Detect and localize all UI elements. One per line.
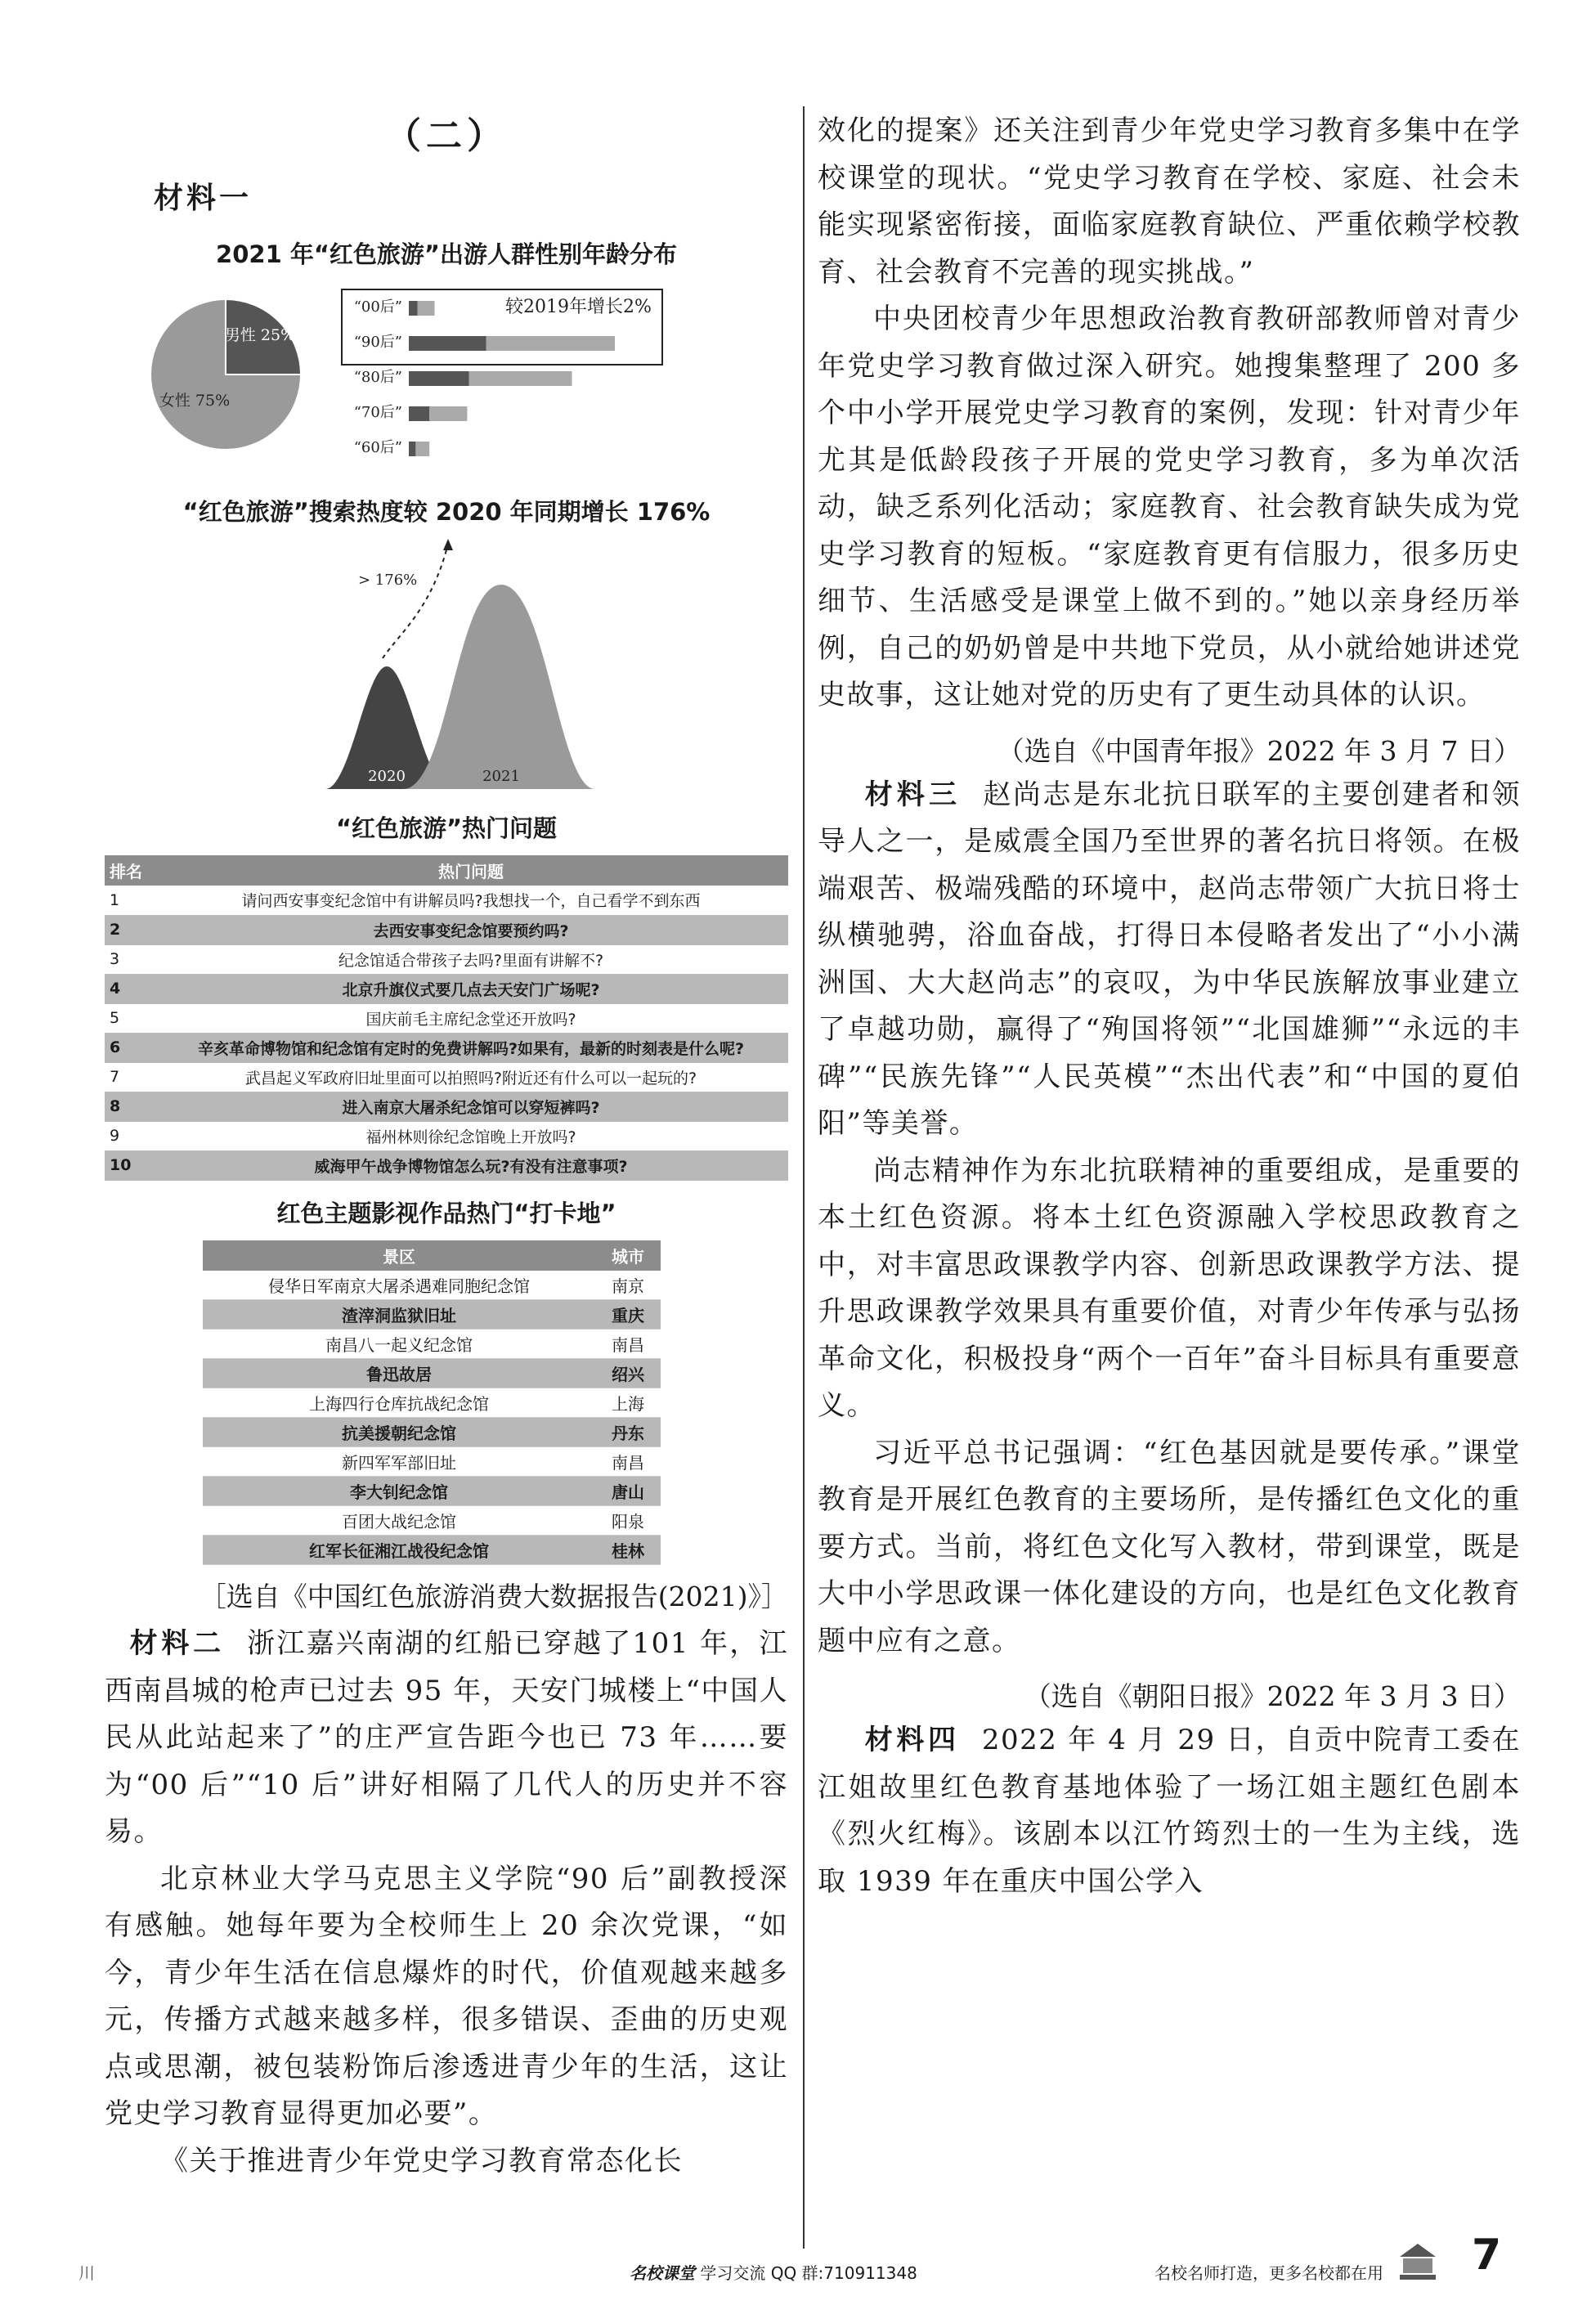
question-row bbox=[105, 886, 788, 915]
bar-male bbox=[409, 336, 486, 351]
age-label: “00后” bbox=[353, 298, 402, 316]
age-label: “90后” bbox=[353, 334, 402, 351]
question-rank: 4 bbox=[105, 974, 154, 1003]
places-title: 红色主题影视作品热门“打卡地” bbox=[276, 1199, 616, 1227]
material3-p1-text: 赵尚志是东北抗日联军的主要创建者和领导人之一，是威震全国乃至世界的著名抗日将领。在极端艰苦、极端残酷的环境中，赵尚志带领广大抗日将士纵横驰骋，浴血奋战，打得日本侵略者发出了“小小满洲国、大大赵尚志”的哀叹，为中华民族解放事业建立了卓越功勋，赢得了“殉国将领”“北国雄狮”“永远的丰碑”“民族先锋”“人民英模”“杰出代表”和“中国的夏伯阳”等美誉。 bbox=[818, 778, 1522, 1140]
place-city: 丹东 bbox=[595, 1418, 661, 1447]
city-header: 城市 bbox=[595, 1240, 661, 1271]
question-row bbox=[105, 1033, 788, 1062]
page-number: 7 bbox=[1472, 2231, 1502, 2280]
material2-p2: 北京林业大学马克思主义学院“90 后”副教授深有感触。她每年要为全校师生上 20 余次党课，“如今，青少年生活在信息爆炸的时代，价值观越来越多元，传播方式越来越多样，很多错误、歪曲的历史观点或思潮，被包装粉饰后渗透进青少年的生活，这让党史学习教育显得更加必要”。 bbox=[105, 1862, 788, 2130]
footer-slogan: 名校名师打造，更多名校都在用 bbox=[1154, 2263, 1383, 2283]
page-footer bbox=[0, 2224, 1596, 2306]
place-name: 抗美援朝纪念馆 bbox=[203, 1418, 595, 1447]
question-text: 纪念馆适合带孩子去吗?里面有讲解不? bbox=[154, 944, 788, 974]
place-name: 新四军军部旧址 bbox=[203, 1447, 595, 1477]
question-rank: 5 bbox=[105, 1003, 154, 1033]
question-text: 去西安事变纪念馆要预约吗? bbox=[154, 915, 788, 944]
question-row bbox=[105, 1062, 788, 1092]
questions-table bbox=[105, 855, 788, 1181]
age-bar-group bbox=[354, 298, 615, 456]
place-row bbox=[203, 1300, 661, 1330]
material4-p1-text: 2022 年 4 月 29 日，自贡中院青工委在江姐故里红色教育基地体验了一场江姐主题红色剧本《烈火红梅》。该剧本以江竹筠烈士的一生为主线，选取 1939 年在重庆中国公学入 bbox=[818, 1724, 1521, 1898]
question-row bbox=[105, 915, 788, 944]
question-row bbox=[105, 974, 788, 1003]
place-city: 唐山 bbox=[595, 1477, 661, 1506]
question-rank: 2 bbox=[105, 915, 154, 944]
bar-female bbox=[418, 301, 435, 316]
places-table bbox=[203, 1240, 661, 1566]
bar-female bbox=[415, 442, 429, 456]
search-heat-chart bbox=[105, 536, 788, 797]
place-name: 鲁迅故居 bbox=[203, 1359, 595, 1388]
search-heat-figure bbox=[105, 536, 788, 797]
question-rank: 3 bbox=[105, 944, 154, 974]
footer-brand: 名校课堂 bbox=[630, 2263, 695, 2283]
question-text: 请问西安事变纪念馆中有讲解员吗?我想找一个，自己看学不到东西 bbox=[154, 886, 788, 915]
material1-source: ［选自《中国红色旅游消费大数据报告(2021)》］ bbox=[199, 1581, 788, 1612]
school-logo-icon bbox=[1396, 2242, 1439, 2283]
place-name: 上海四行仓库抗战纪念馆 bbox=[203, 1388, 595, 1418]
gender-age-figure bbox=[105, 283, 788, 487]
material2-p1-text: 浙江嘉兴南湖的红船已穿越了101 年，江西南昌城的枪声已过去 95 年，天安门城楼上“中国人民从此站起来了”的庄严宣告距今也已 73 年……要为“00 后”“10 后”讲好相隔了几代人的历史并不容易。 bbox=[105, 1627, 789, 1848]
question-text: 武昌起义军政府旧址里面可以拍照吗?附近还有什么可以一起玩的? bbox=[154, 1062, 788, 1092]
question-text: 北京升旗仪式要几点去天安门广场呢? bbox=[154, 974, 788, 1003]
material4-label: 材料四 bbox=[864, 1724, 960, 1756]
right-column bbox=[818, 108, 1521, 1905]
question-text: 威海甲午战争博物馆怎么玩?有没有注意事项? bbox=[154, 1150, 788, 1180]
question-rank: 6 bbox=[105, 1033, 154, 1062]
material2-p3-start: 《关于推进青少年党史学习教育常态化长 bbox=[160, 2144, 683, 2177]
place-city: 上海 bbox=[595, 1388, 661, 1418]
question-row bbox=[105, 1121, 788, 1150]
peak-2021 bbox=[403, 585, 595, 789]
question-row bbox=[105, 1150, 788, 1180]
material2-p1 bbox=[105, 1621, 788, 1856]
growth-note: 较2019年增长2% bbox=[505, 297, 652, 317]
place-name: 南昌八一起义纪念馆 bbox=[203, 1330, 595, 1359]
question-rank: 9 bbox=[105, 1121, 154, 1150]
question-rank: 1 bbox=[105, 886, 154, 915]
year-2020-label: 2020 bbox=[368, 768, 406, 785]
question-text: 国庆前毛主席纪念堂还开放吗? bbox=[154, 1003, 788, 1033]
questions-title: “红色旅游”热门问题 bbox=[335, 814, 558, 842]
place-row bbox=[203, 1536, 661, 1565]
place-name: 百团大战纪念馆 bbox=[203, 1506, 595, 1536]
place-city: 桂林 bbox=[595, 1536, 661, 1565]
age-label: “70后” bbox=[353, 404, 402, 421]
material2-p4: 中央团校青少年思想政治教育教研部教师曾对青少年党史学习教育做过深入研究。她搜集整理了 200 多个中小学开展党史学习教育的案例，发现：针对青少年尤其是低龄段孩子开展的党史学习教育，多为单次活动，缺乏系列化活动；家庭教育、社会教育缺失成为党史学习教育的短板。“家庭教育更有信服力，很多历史细节、生活感受是课堂上做不到的。”她以亲身经历举例，自己的奶奶曾是中共地下党员，从小就给她讲述党史故事，这让她对党的历史有了更生动具体的认识。 bbox=[818, 303, 1521, 711]
material3-p3: 习近平总书记强调：“红色基因就是要传承。”课堂教育是开展红色教育的主要场所，是传播红色文化的重要方式。当前，将红色文化写入教材，带到课堂，既是大中小学思政课一体化建设的方向，也是红色文化教育题中应有之意。 bbox=[818, 1436, 1521, 1657]
material3-p2: 尚志精神作为东北抗联精神的重要组成，是重要的本土红色资源。将本土红色资源融入学校思政教育之中，对丰富思政课教学内容、创新思政课教学方法、提升思政课教学效果具有重要价值，对青少年传承与弘扬革命文化，积极投身“两个一百年”奋斗目标具有重要意义。 bbox=[818, 1154, 1521, 1422]
age-label: “60后” bbox=[353, 439, 402, 456]
material1-label: 材料一 bbox=[154, 181, 253, 215]
place-row bbox=[203, 1418, 661, 1447]
footer-qq: 学习交流 QQ 群:710911348 bbox=[700, 2263, 917, 2283]
age-label: “80后” bbox=[353, 369, 402, 386]
chart1-title: 2021 年“红色旅游”出游人群性别年龄分布 bbox=[216, 240, 677, 268]
footer-center bbox=[630, 2260, 917, 2284]
question-row bbox=[105, 1092, 788, 1121]
growth-annotation: > 176% bbox=[358, 572, 418, 589]
place-city: 南昌 bbox=[595, 1330, 661, 1359]
section-title: （二） bbox=[385, 115, 508, 157]
question-row bbox=[105, 1003, 788, 1033]
place-name: 渣滓洞监狱旧址 bbox=[203, 1300, 595, 1330]
pie-male-label: 男性 25% bbox=[224, 326, 296, 344]
question-rank: 8 bbox=[105, 1092, 154, 1121]
question-header: 热门问题 bbox=[154, 855, 788, 886]
place-row bbox=[203, 1477, 661, 1506]
bar-female bbox=[429, 406, 467, 421]
growth-arrow bbox=[383, 544, 448, 658]
bar-female bbox=[486, 336, 616, 351]
bar-male bbox=[409, 301, 418, 316]
place-header: 景区 bbox=[203, 1240, 595, 1271]
question-rank: 7 bbox=[105, 1062, 154, 1092]
place-row bbox=[203, 1330, 661, 1359]
place-name: 侵华日军南京大屠杀遇难同胞纪念馆 bbox=[203, 1271, 595, 1300]
question-text: 进入南京大屠杀纪念馆可以穿短裤吗? bbox=[154, 1092, 788, 1121]
bar-male bbox=[409, 371, 469, 386]
place-name: 红军长征湘江战役纪念馆 bbox=[203, 1536, 595, 1565]
gender-age-chart bbox=[105, 283, 788, 487]
place-city: 重庆 bbox=[595, 1300, 661, 1330]
place-row bbox=[203, 1388, 661, 1418]
arrow-head-icon bbox=[443, 539, 453, 550]
question-rank: 10 bbox=[105, 1150, 154, 1180]
place-city: 绍兴 bbox=[595, 1359, 661, 1388]
pie-female-label: 女性 75% bbox=[159, 392, 231, 410]
question-text: 辛亥革命博物馆和纪念馆有定时的免费讲解吗?如果有，最新的时刻表是什么呢? bbox=[154, 1033, 788, 1062]
chart2-title: “红色旅游”搜索热度较 2020 年同期增长 176% bbox=[182, 498, 711, 526]
place-row bbox=[203, 1447, 661, 1477]
place-city: 阳泉 bbox=[595, 1506, 661, 1536]
material2-p3-cont: 效化的提案》还关注到青少年党史学习教育多集中在学校课堂的现状。“党史学习教育在学校、家庭、社会未能实现紧密衔接，面临家庭教育缺位、严重依赖学校教育、社会教育不完善的现实挑战。” bbox=[818, 114, 1521, 289]
bar-female bbox=[469, 371, 572, 386]
material4-p1 bbox=[818, 1717, 1521, 1905]
rank-header: 排名 bbox=[105, 855, 154, 886]
year-2021-label: 2021 bbox=[482, 768, 520, 785]
place-row bbox=[203, 1359, 661, 1388]
material2-label: 材料二 bbox=[129, 1627, 225, 1660]
column-divider bbox=[803, 106, 805, 2249]
place-city: 南昌 bbox=[595, 1447, 661, 1477]
question-text: 福州林则徐纪念馆晚上开放吗? bbox=[154, 1121, 788, 1150]
place-city: 南京 bbox=[595, 1271, 661, 1300]
left-column bbox=[105, 98, 788, 2185]
bar-male bbox=[409, 406, 429, 421]
material3-label: 材料三 bbox=[864, 778, 962, 811]
place-row bbox=[203, 1506, 661, 1536]
material2-source: （选自《中国青年报》2022 年 3 月 7 日） bbox=[997, 734, 1521, 767]
bar-male bbox=[409, 442, 415, 456]
material3-p1 bbox=[818, 772, 1521, 1148]
place-name: 李大钊纪念馆 bbox=[203, 1477, 595, 1506]
place-row bbox=[203, 1271, 661, 1300]
question-row bbox=[105, 944, 788, 974]
material3-source: （选自《朝阳日报》2022 年 3 月 3 日） bbox=[1024, 1680, 1521, 1712]
footer-left-mark: 川 bbox=[78, 2263, 95, 2283]
